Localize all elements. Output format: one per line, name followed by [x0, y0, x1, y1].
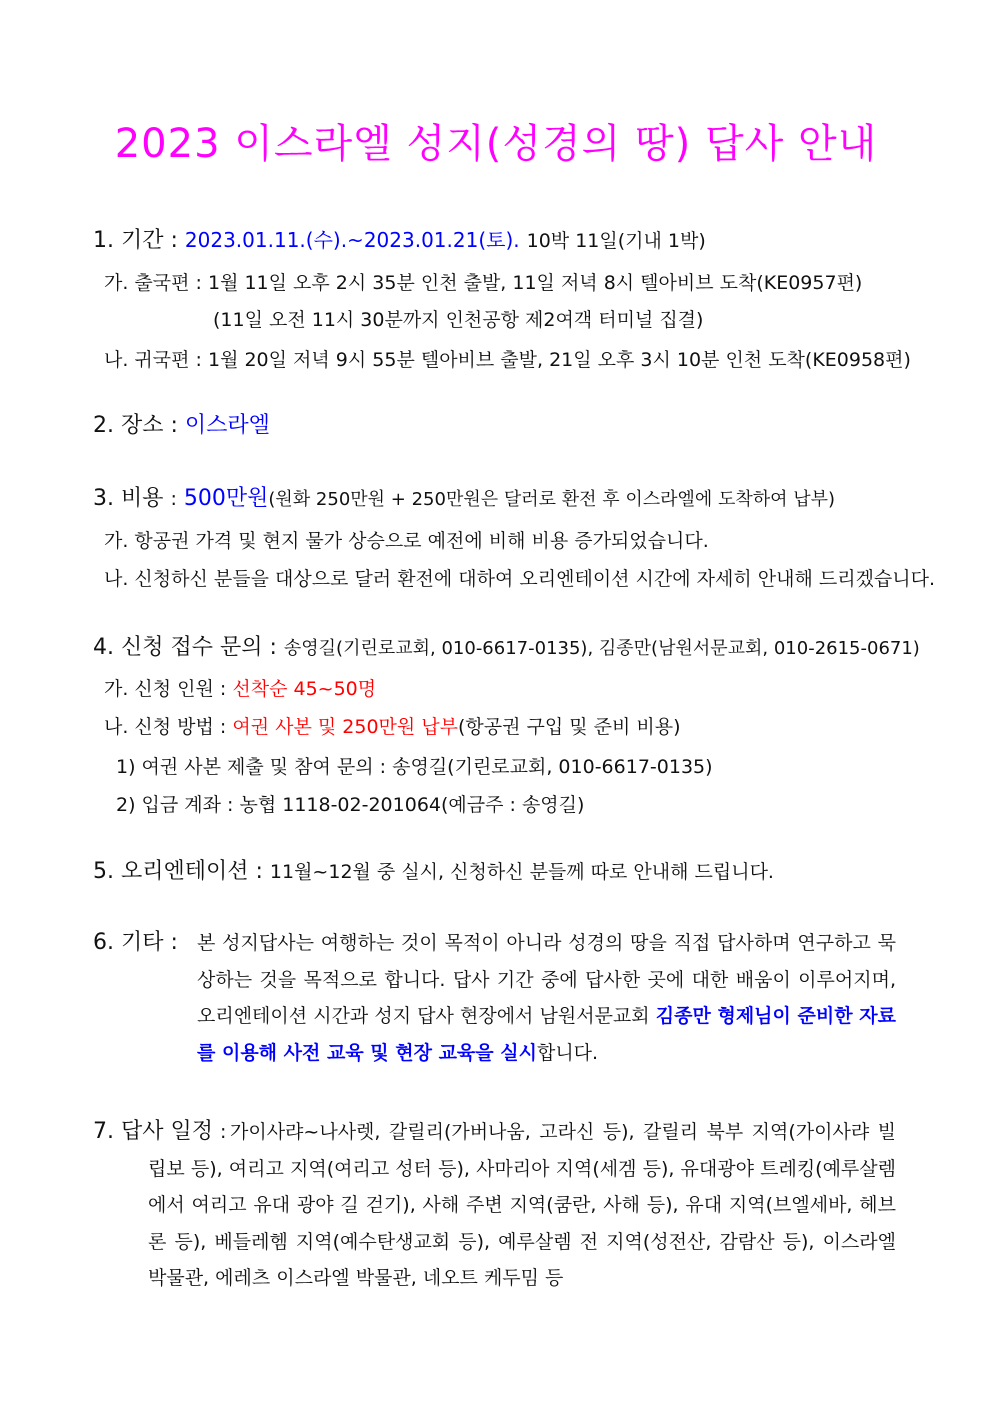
section-place	[93, 413, 270, 439]
section-itinerary-colon: :	[220, 1121, 227, 1143]
apply-method-value: 여권 사본 및 250만원 납부	[232, 716, 459, 738]
page-title: 2023 이스라엘 성지(성경의 땅) 답사 안내	[114, 121, 878, 167]
section-orientation-label: 5. 오리엔테이션 :	[93, 859, 263, 884]
period-duration: 10박 11일(기내 1박)	[526, 230, 706, 252]
cost-amount: 500만원	[183, 486, 269, 511]
section-period-label: 1. 기간 :	[93, 228, 178, 253]
apply-method	[104, 714, 681, 740]
return-flight	[104, 347, 911, 373]
apply-capacity-label: 가. 신청 인원 :	[104, 678, 227, 700]
apply-item-2: 2) 입금 계좌 : 농협 1118-02-201064(예금주 : 송영길)	[116, 794, 585, 816]
departure-note: (11일 오전 11시 30분까지 인천공항 제2여객 터미널 집결)	[213, 309, 704, 331]
inquiry-contacts: 송영길(기린로교회, 010-6617-0135), 김종만(남원서문교회, 010-2615-0671)	[283, 638, 920, 659]
return-text: 1월 20일 저녁 9시 55분 텔아비브 출발, 21일 오후 3시 10분 인천 도착(KE0958편)	[207, 349, 911, 371]
section-inquiry	[93, 635, 920, 662]
departure-flight	[104, 270, 862, 296]
apply-capacity	[104, 676, 376, 702]
departure-text: 1월 11일 오후 2시 35분 인천 출발, 11일 저녁 8시 텔아비브 도착(KE0957편)	[207, 272, 863, 294]
apply-method-label: 나. 신청 방법 :	[104, 716, 227, 738]
cost-note-a: 가. 항공권 가격 및 현지 물가 상승으로 예전에 비해 비용 증가되었습니다.	[104, 530, 709, 552]
section-cost-label: 3. 비용	[93, 486, 164, 511]
section-etc-label: 6. 기타 :	[93, 930, 178, 955]
place-value: 이스라엘	[184, 413, 270, 438]
cost-note-b: 나. 신청하신 분들을 대상으로 달러 환전에 대하여 오리엔테이션 시간에 자세히 안내해 드리겠습니다.	[104, 568, 936, 590]
section-place-label: 2. 장소 :	[93, 413, 178, 438]
period-dates: 2023.01.11.(수).~2023.01.21(토).	[184, 228, 520, 252]
section-cost-colon: :	[170, 488, 177, 510]
etc-text-2: 합니다.	[536, 1041, 599, 1064]
section-period	[93, 227, 706, 254]
cost-detail: (원화 250만원 + 250만원은 달러로 환전 후 이스라엘에 도착하여 납부)	[268, 489, 836, 510]
section-itinerary-label: 7. 답사 일정	[93, 1119, 213, 1144]
return-label: 나. 귀국편 :	[104, 349, 202, 371]
section-cost	[93, 486, 835, 513]
section-etc-text	[197, 925, 896, 1071]
section-orientation	[93, 859, 774, 885]
apply-capacity-value: 선착순 45~50명	[232, 678, 377, 700]
section-inquiry-label: 4. 신청 접수 문의 :	[93, 635, 277, 660]
etc-text-highlight: 김종만 형제님이 준비한 자료를 이용해 사전 교육 및 현장 교육을 실시	[197, 1005, 896, 1064]
orientation-text: 11월~12월 중 실시, 신청하신 분들께 따로 안내해 드립니다.	[269, 861, 774, 883]
apply-item-1: 1) 여권 사본 제출 및 참여 문의 : 송영길(기린로교회, 010-6617-0135)	[116, 756, 713, 778]
departure-label: 가. 출국편 :	[104, 272, 202, 294]
etc-text-1: 본 성지답사는 여행하는 것이 목적이 아니라 성경의 땅을 직접 답사하며 연구하고 묵상하는 것을 목적으로 합니다. 답사 기간 중에 답사한 곳에 대한 배움이 이루어지며, 오리엔테이션 시간과 성지 답사 현장에서 남원서문교회	[197, 932, 896, 1027]
itinerary-text: 가이사랴~나사렛, 갈릴리(가버나움, 고라신 등), 갈릴리 북부 지역(가이사랴 빌립보 등), 여리고 지역(여리고 성터 등), 사마리아 지역(세겜 등), 유대광야 트레킹(예루살렘에서 여리고 유대 광야 길 걷기), 사해 주변 지역(쿰란, 사해 등), 유대 지역(브엘세바, 헤브론 등), 베들레헴 지역(예수탄생교회 등), 예루살렘 전 지역(성전산, 감람산 등), 이스라엘 박물관, 에레츠 이스라엘 박물관, 네오트 케두밈 등	[148, 1121, 896, 1289]
apply-method-rest: (항공권 구입 및 준비 비용)	[458, 716, 681, 738]
